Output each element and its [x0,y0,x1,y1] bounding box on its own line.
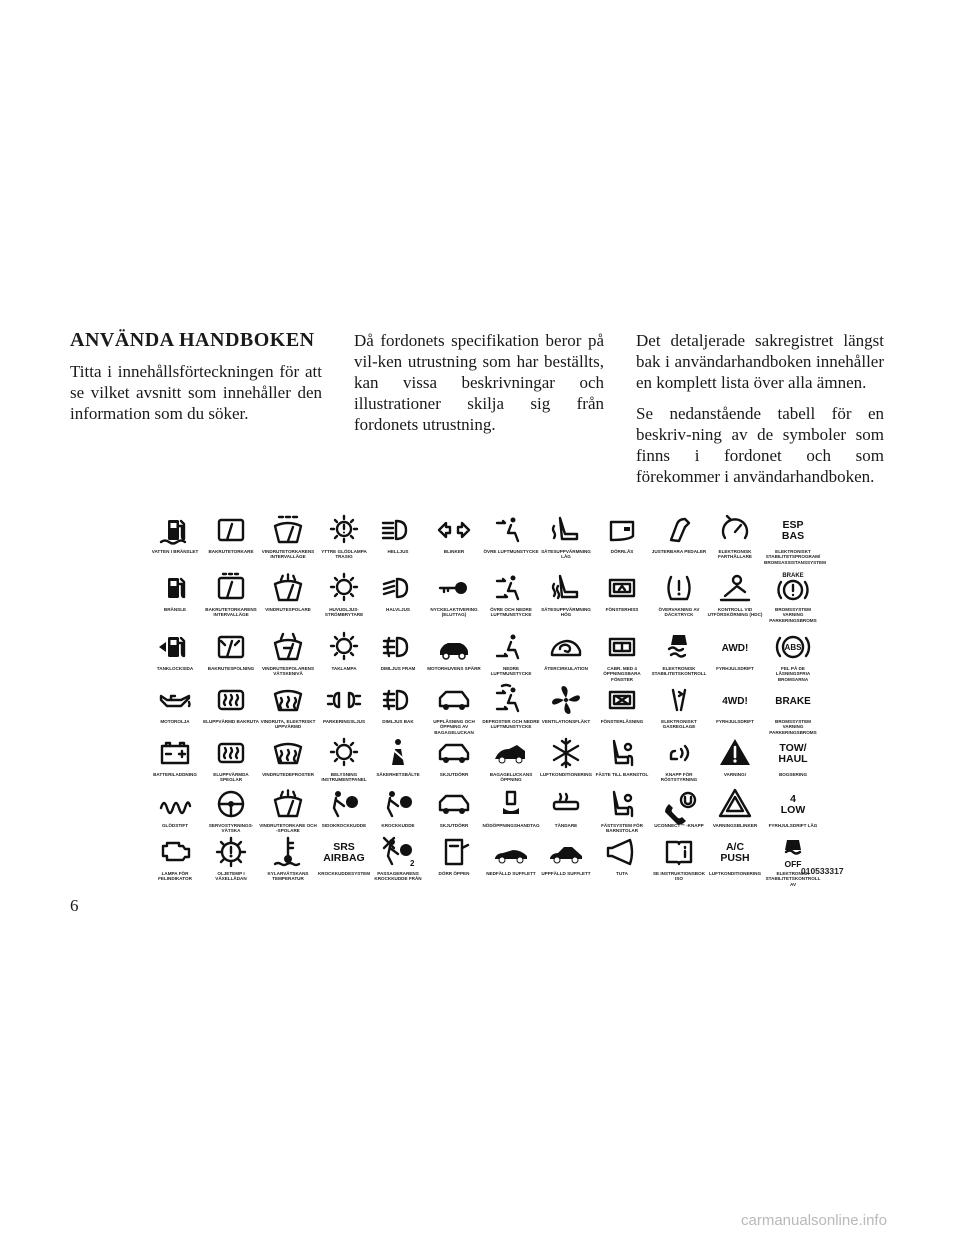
symbol-label: SÄTESUPPVÄRMNING HÖG [541,607,591,618]
symbol-cell [650,682,708,730]
symbol-label: UCONNECT™ -KNAPP [654,823,704,828]
warning-icon [717,735,753,771]
symbol-label: PARKERINGSLJUS [322,719,366,724]
svg-text:BAS: BAS [781,530,805,542]
heated-windshield-icon [270,682,306,718]
symbol-label: PASSAGERARENS KROCKKUDDE FRÅN [374,871,422,882]
convertible-windows-icon [604,629,640,665]
symbol-cell [202,786,260,834]
lighter-icon [548,786,584,822]
symbol-cell [369,786,427,828]
symbol-label: BAKRUTESPOLNING [207,666,255,671]
symbol-label: TAKLAMPA [331,666,357,671]
symbol-label: DIMLJUS FRAM [380,666,416,671]
symbol-label: CABR. MED 4 ÖPPNINGSBARA FÖNSTER [603,666,641,682]
rear-wiper-icon [213,512,249,548]
symbol-label: GLÖDSTIFT [161,823,189,828]
symbol-cell [425,735,483,777]
symbol-label: BOGSERING [778,772,808,777]
tire-pressure-icon [661,570,697,606]
symbol-cell [202,834,260,882]
svg-text:4: 4 [790,793,796,805]
symbol-cell [425,570,483,618]
symbol-cell [259,629,317,677]
fuel-icon [157,570,193,606]
symbol-cell [593,834,651,876]
symbol-label: SKJUTDÖRR [439,823,469,828]
symbol-label: LUFTKONDITIONERING [539,772,593,777]
rear-washer-icon [213,629,249,665]
wiper-washer-icon [270,786,306,822]
seat-heat-high-icon [548,570,584,606]
panel-dimmer-icon [326,735,362,771]
upper-lower-vent-icon [493,570,529,606]
horn-icon [604,834,640,870]
symbol-label: MOTOROLJA [160,719,190,724]
symbol-cell [202,735,260,783]
symbol-label: BAKRUTETORKARENS INTERVALLÄGE [205,607,257,618]
emergency-release-icon [493,786,529,822]
stability-control-icon [661,629,697,665]
symbol-label: FÖNSTERLÅSNING [600,719,644,724]
symbol-label: BLINKER [443,549,465,554]
symbol-label: VINDRUTETORKARE OCH -SPOLARE [259,823,317,834]
symbol-label: FÄSTE TILL BARNSTOL [595,772,649,777]
symbol-label: SERVOSTYRNINGS-VÄTSKA [208,823,254,834]
symbol-cell [146,512,204,554]
symbol-cell [650,512,708,554]
key-icon [436,570,472,606]
symbol-cell [593,629,651,682]
symbol-label: FYRHJULSDRIFT [716,719,754,724]
symbol-cell [593,786,651,834]
symbol-cell [315,786,373,828]
symbol-cell [706,834,764,876]
windshield-defrost-icon [270,735,306,771]
sliding-door-icon [436,735,472,771]
svg-text:HAUL: HAUL [778,753,808,765]
symbol-cell [259,512,317,560]
symbol-cell [146,570,204,612]
4wd-icon [717,682,753,718]
liftgate-icon [436,682,472,718]
symbol-label: KROCKKUDDE [381,823,415,828]
symbol-label: ÖVRE OCH NEDRE LUFTMUNSTYCKE [490,607,532,618]
4-low-icon [775,786,811,822]
symbol-label: BRÄNSLE [163,607,187,612]
symbol-label: BAGAGELUCKANS ÖPPNING [489,772,533,783]
symbol-label: KNAPP FÖR RÖSTSTYRNING [660,772,698,783]
symbol-cell [706,786,764,828]
rear-fog-icon [380,682,416,718]
washer-fluid-level-icon [270,629,306,665]
symbol-label: BELYSNING INSTRUMENTPANEL [321,772,367,783]
symbol-cell [146,735,204,777]
symbol-label: FYRHJULSDRIFT [716,666,754,671]
symbol-label: FÖNSTERHISS [605,607,639,612]
sliding-door-right-icon [436,786,472,822]
symbol-cell [537,786,595,828]
symbol-cell [482,570,540,618]
symbol-label: OLJETEMP I VÄXELLÅDAN [215,871,247,882]
symbol-label: ÖVERVAKNING AV DÄCKTRYCK [658,607,700,618]
heated-mirrors-icon [213,735,249,771]
low-beam-icon [380,570,416,606]
symbol-label: ELEKTRONISK FARTHÅLLARE [718,549,752,560]
fan-icon [548,682,584,718]
seatbelt-icon [380,735,416,771]
symbol-label: VATTEN I BRÄNSLET [151,549,199,554]
svg-text:PUSH: PUSH [720,852,750,864]
symbol-label: TANKLOCKSIDA [156,666,194,671]
symbol-cell [764,735,822,777]
symbol-label: VARNINGSBLINKER [712,823,758,828]
symbol-cell [706,512,764,560]
symbol-label: VENTILATIONSFLÄKT [541,719,591,724]
column-right [636,330,884,497]
symbol-cell [537,682,595,724]
symbol-cell [593,512,651,554]
symbol-label: BROMSSYSTEM VARNING PARKERINGSBROMS [769,607,817,623]
symbol-cell [425,834,483,876]
esc-off-icon [775,834,811,870]
symbol-cell [315,834,373,876]
symbol-label: DÖRR ÖPPEN [438,871,470,876]
symbol-label: YTTRE GLÖDLAMPA TRASIG [321,549,367,560]
airbag-icon [380,786,416,822]
symbol-label: SKJUTDÖRR [439,772,469,777]
awd-icon [717,629,753,665]
symbol-cell [315,629,373,671]
symbol-label: SÄKERHETSBÄLTE [376,772,420,777]
symbol-cell [315,735,373,783]
symbol-cell [593,735,651,777]
symbol-label: ÖVRE LUFTMUNSTYCKE [483,549,539,554]
symbol-cell [259,834,317,882]
symbol-label: HUVUDLJUS-STRÖMBRYTARE [324,607,364,618]
symbol-cell [593,682,651,724]
symbol-cell [202,629,260,671]
child-seat-anchor-icon [604,735,640,771]
rear-wiper-intermittent-icon [213,570,249,606]
symbol-cell [259,570,317,612]
symbol-label: JUSTERBARA PEDALER [651,549,707,554]
paragraph-specification: Då fordonets specifikation beror på vil-ken utrustning som har beställts, kan vissa beskrivningar och illustrationer skilja sig från fordonets utrustning. [354,331,604,434]
symbol-label: TUTA [616,871,628,876]
figure-code: 010533317 [801,866,844,876]
page-number: 6 [70,896,79,915]
rear-defrost-icon [213,682,249,718]
symbol-label: NÖDÖPPNINGSHANDTAG [482,823,540,828]
symbol-cell [202,512,260,554]
door-lock-icon [604,512,640,548]
adjustable-pedals-icon [661,512,697,548]
symbol-cell [706,735,764,777]
throttle-control-icon [661,682,697,718]
symbol-label: KYLARVÄTSKANS TEMPERATUR [267,871,309,882]
symbol-label: DIMLJUS BAK [382,719,414,724]
section-heading: ANVÄNDA HANDBOKEN [70,329,315,351]
symbol-cell [369,735,427,777]
symbol-cell [369,629,427,671]
symbol-cell [706,570,764,618]
symbol-cell [369,570,427,612]
symbol-cell [425,629,483,671]
symbol-label: SIDOKROCKKUDDE [321,823,367,828]
symbol-label: VINDRUTEDEFROSTER [262,772,314,777]
symbol-cell [706,629,764,671]
glow-plug-icon [157,786,193,822]
symbol-cell [315,512,373,560]
symbol-cell [706,682,764,724]
symbol-cell [202,682,260,724]
symbol-cell [482,786,540,828]
symbol-cell [650,786,708,828]
ac-push-icon [717,834,753,870]
symbol-table [150,512,860,887]
paragraph-index: Det detaljerade sakregistret längst bak i användarhandboken innehåller en komplett lista över alla ämnen. [636,331,884,392]
symbol-label: ELUPPVÄRMDA SPEGLAR [213,772,249,783]
symbol-label: LUFTKONDITIONERING [708,871,762,876]
symbol-label: DEFROSTER OCH NEDRE LUFTMUNSTYCKE [482,719,540,730]
parking-lights-icon [326,682,362,718]
symbol-cell [764,786,822,828]
symbol-cell [482,629,540,677]
battery-icon [157,735,193,771]
symbol-label: FÄSTSYSTEM FÖR BARNSTOLAR [601,823,643,834]
symbol-cell [764,512,826,565]
brake-warning-icon [775,570,811,606]
recirculation-icon [548,629,584,665]
power-steering-icon [213,786,249,822]
symbol-label: UPPLÅSNING OCH ÖPPNING AV BAGAGELUCKAN [433,719,475,735]
srs-airbag-icon [323,834,365,870]
symbol-label: KONTROLL VID UTFÖRSKÖRNING (HDC) [707,607,763,618]
symbol-cell [425,682,483,735]
windshield-washer-icon [270,570,306,606]
symbol-label: DÖRRLÅS [610,549,634,554]
symbol-label: VINDRUTESPOLARE [265,607,311,612]
symbol-cell [315,682,373,724]
top-down-icon [493,834,529,870]
symbol-cell [650,570,708,618]
voice-command-icon [661,735,697,771]
symbol-cell [537,570,595,618]
manual-icon [661,834,697,870]
fuel-door-side-icon [157,629,193,665]
symbol-label: ELUPPVÄRMD BAKRUTA [203,719,259,724]
paragraph-symbols: Se nedanstående tabell för en beskriv-ning av de symboler som finns i fordonet och som förekommer i användarhandboken. [636,404,884,486]
symbol-cell [369,834,427,882]
symbol-cell [650,735,708,783]
svg-text:AIRBAG: AIRBAG [323,852,365,864]
symbol-label: ELEKTRONISKT STABILITETSPROGRAM/ BROMSASSISTANSSYSTEM [764,549,826,565]
child-restraint-icon [604,786,640,822]
symbol-label: FYRHJULSDRIFT LÅG [768,823,818,828]
symbol-cell [146,786,204,828]
symbol-cell [425,512,483,554]
column-left [70,328,322,434]
svg-text:2: 2 [410,859,415,868]
symbol-cell [764,682,822,735]
window-lock-icon [604,682,640,718]
symbol-cell [650,629,708,677]
symbol-cell [764,629,822,682]
uconnect-icon [661,786,697,822]
high-beam-icon [380,512,416,548]
door-ajar-icon [436,834,472,870]
symbol-label: MOTORHUVENS SPÄRR [427,666,481,671]
svg-text:ABS: ABS [784,643,802,652]
transmission-temp-icon [213,834,249,870]
seat-heat-low-icon [548,512,584,548]
symbol-cell [593,570,651,612]
exterior-bulb-failure-icon [326,512,362,548]
symbol-label: HELLJUS [387,549,409,554]
symbol-cell [202,570,260,618]
svg-text:AWD!: AWD! [721,643,749,654]
symbol-label: KROCKKUDDESYSTEM [317,871,371,876]
symbol-label: ÅTERCIRKULATION [544,666,588,671]
symbol-cell [482,735,540,783]
hill-descent-icon [717,570,753,606]
symbol-label: VARNING! [723,772,747,777]
symbol-cell [146,682,204,724]
upper-vent-icon [493,512,529,548]
symbol-label: NYCKELAKTIVERING (ELUTTAG) [430,607,478,618]
symbol-label: ELEKTRONISK STABILITETSKONTROLL AV [765,871,821,887]
svg-text:TOW/: TOW/ [779,742,807,754]
symbol-label: UPPFÄLLD SUFFLETT [541,871,591,876]
svg-text:OFF: OFF [784,859,802,869]
abs-icon [775,629,811,665]
svg-text:BRAKE: BRAKE [782,573,804,579]
symbol-label: SÄTESUPPVÄRMNING LÅG [541,549,591,560]
symbol-label: NEDRE LUFTMUNSTYCKE [490,666,532,677]
symbol-cell [425,786,483,828]
lower-vent-icon [493,629,529,665]
symbol-cell [259,682,317,730]
cruise-control-icon [717,512,753,548]
top-up-icon [548,834,584,870]
svg-text:A/C: A/C [725,841,745,853]
column-middle [354,330,604,445]
symbol-cell [764,570,822,623]
symbol-cell [482,512,540,554]
symbol-label: NEDFÄLLD SUFFLETT [486,871,536,876]
dome-lamp-icon [326,629,362,665]
symbol-cell [259,786,317,834]
symbol-label: FEL PÅ DE LÅSNINGSFRIA BROMSARNA [775,666,811,682]
symbol-cell [650,834,708,882]
symbol-label: VINDRUTA, ELEKTRISKT UPPVÄRMD [260,719,316,730]
power-window-icon [604,570,640,606]
symbol-label: HALVLJUS [386,607,410,612]
tow-haul-icon [775,735,811,771]
symbol-label: ELEKTRONISK STABILITETSKONTROLL [651,666,707,677]
symbol-cell [482,682,540,730]
turn-signal-icon [436,512,472,548]
svg-text:LOW: LOW [780,804,806,816]
engine-oil-icon [157,682,193,718]
symbol-label: SE INSTRUKTIONSBOK ISO [652,871,706,882]
symbol-cell [537,629,595,671]
check-engine-icon [157,834,193,870]
svg-text:ESP: ESP [782,519,804,531]
air-conditioning-icon [548,735,584,771]
symbol-cell [146,629,204,671]
coolant-temp-icon [270,834,306,870]
brake-text-icon [775,682,811,718]
front-fog-icon [380,629,416,665]
water-in-fuel-icon [157,512,193,548]
windshield-wiper-intermittent-icon [270,512,306,548]
symbol-cell [537,512,595,560]
symbol-label: BATTERILADDNING [153,772,197,777]
symbol-cell [537,834,595,876]
paragraph-toc: Titta i innehållsförteckningen för att se vilket avsnitt som innehåller den information som du söker. [70,362,322,423]
symbol-label: ELEKTRONISKT GASREGLAGE [661,719,697,730]
symbol-label: VINDRUTETORKARENS INTERVALLÄGE [261,549,315,560]
watermark: carmanualsonline.info [741,1212,887,1229]
symbol-label: TÄNDARE [554,823,578,828]
headlight-switch-icon [326,570,362,606]
symbol-label: BROMSSYSTEM VARNING PARKERINGSBROMS [769,719,817,735]
svg-text:SRS: SRS [333,841,355,853]
symbol-label: VINDRUTESPOLARENS VÄTSKENIVÅ [261,666,315,677]
symbol-cell [146,834,204,882]
defrost-floor-icon [493,682,529,718]
symbol-cell [764,834,822,887]
symbol-cell [482,834,540,876]
symbol-cell [315,570,373,618]
symbol-label: BAKRUTETORKARE [208,549,254,554]
symbol-cell [537,735,595,777]
side-airbag-icon [326,786,362,822]
hood-release-icon [436,629,472,665]
hazard-icon [717,786,753,822]
passenger-airbag-off-icon [380,834,416,870]
symbol-cell [369,682,427,724]
svg-text:BRAKE: BRAKE [775,696,811,707]
trunk-release-icon [493,735,529,771]
symbol-label: LAMPA FÖR FELINDIKATOR [158,871,192,882]
symbol-cell [259,735,317,777]
esp-bas-icon [775,512,811,548]
symbol-cell [369,512,427,554]
svg-text:4WD!: 4WD! [722,696,748,707]
